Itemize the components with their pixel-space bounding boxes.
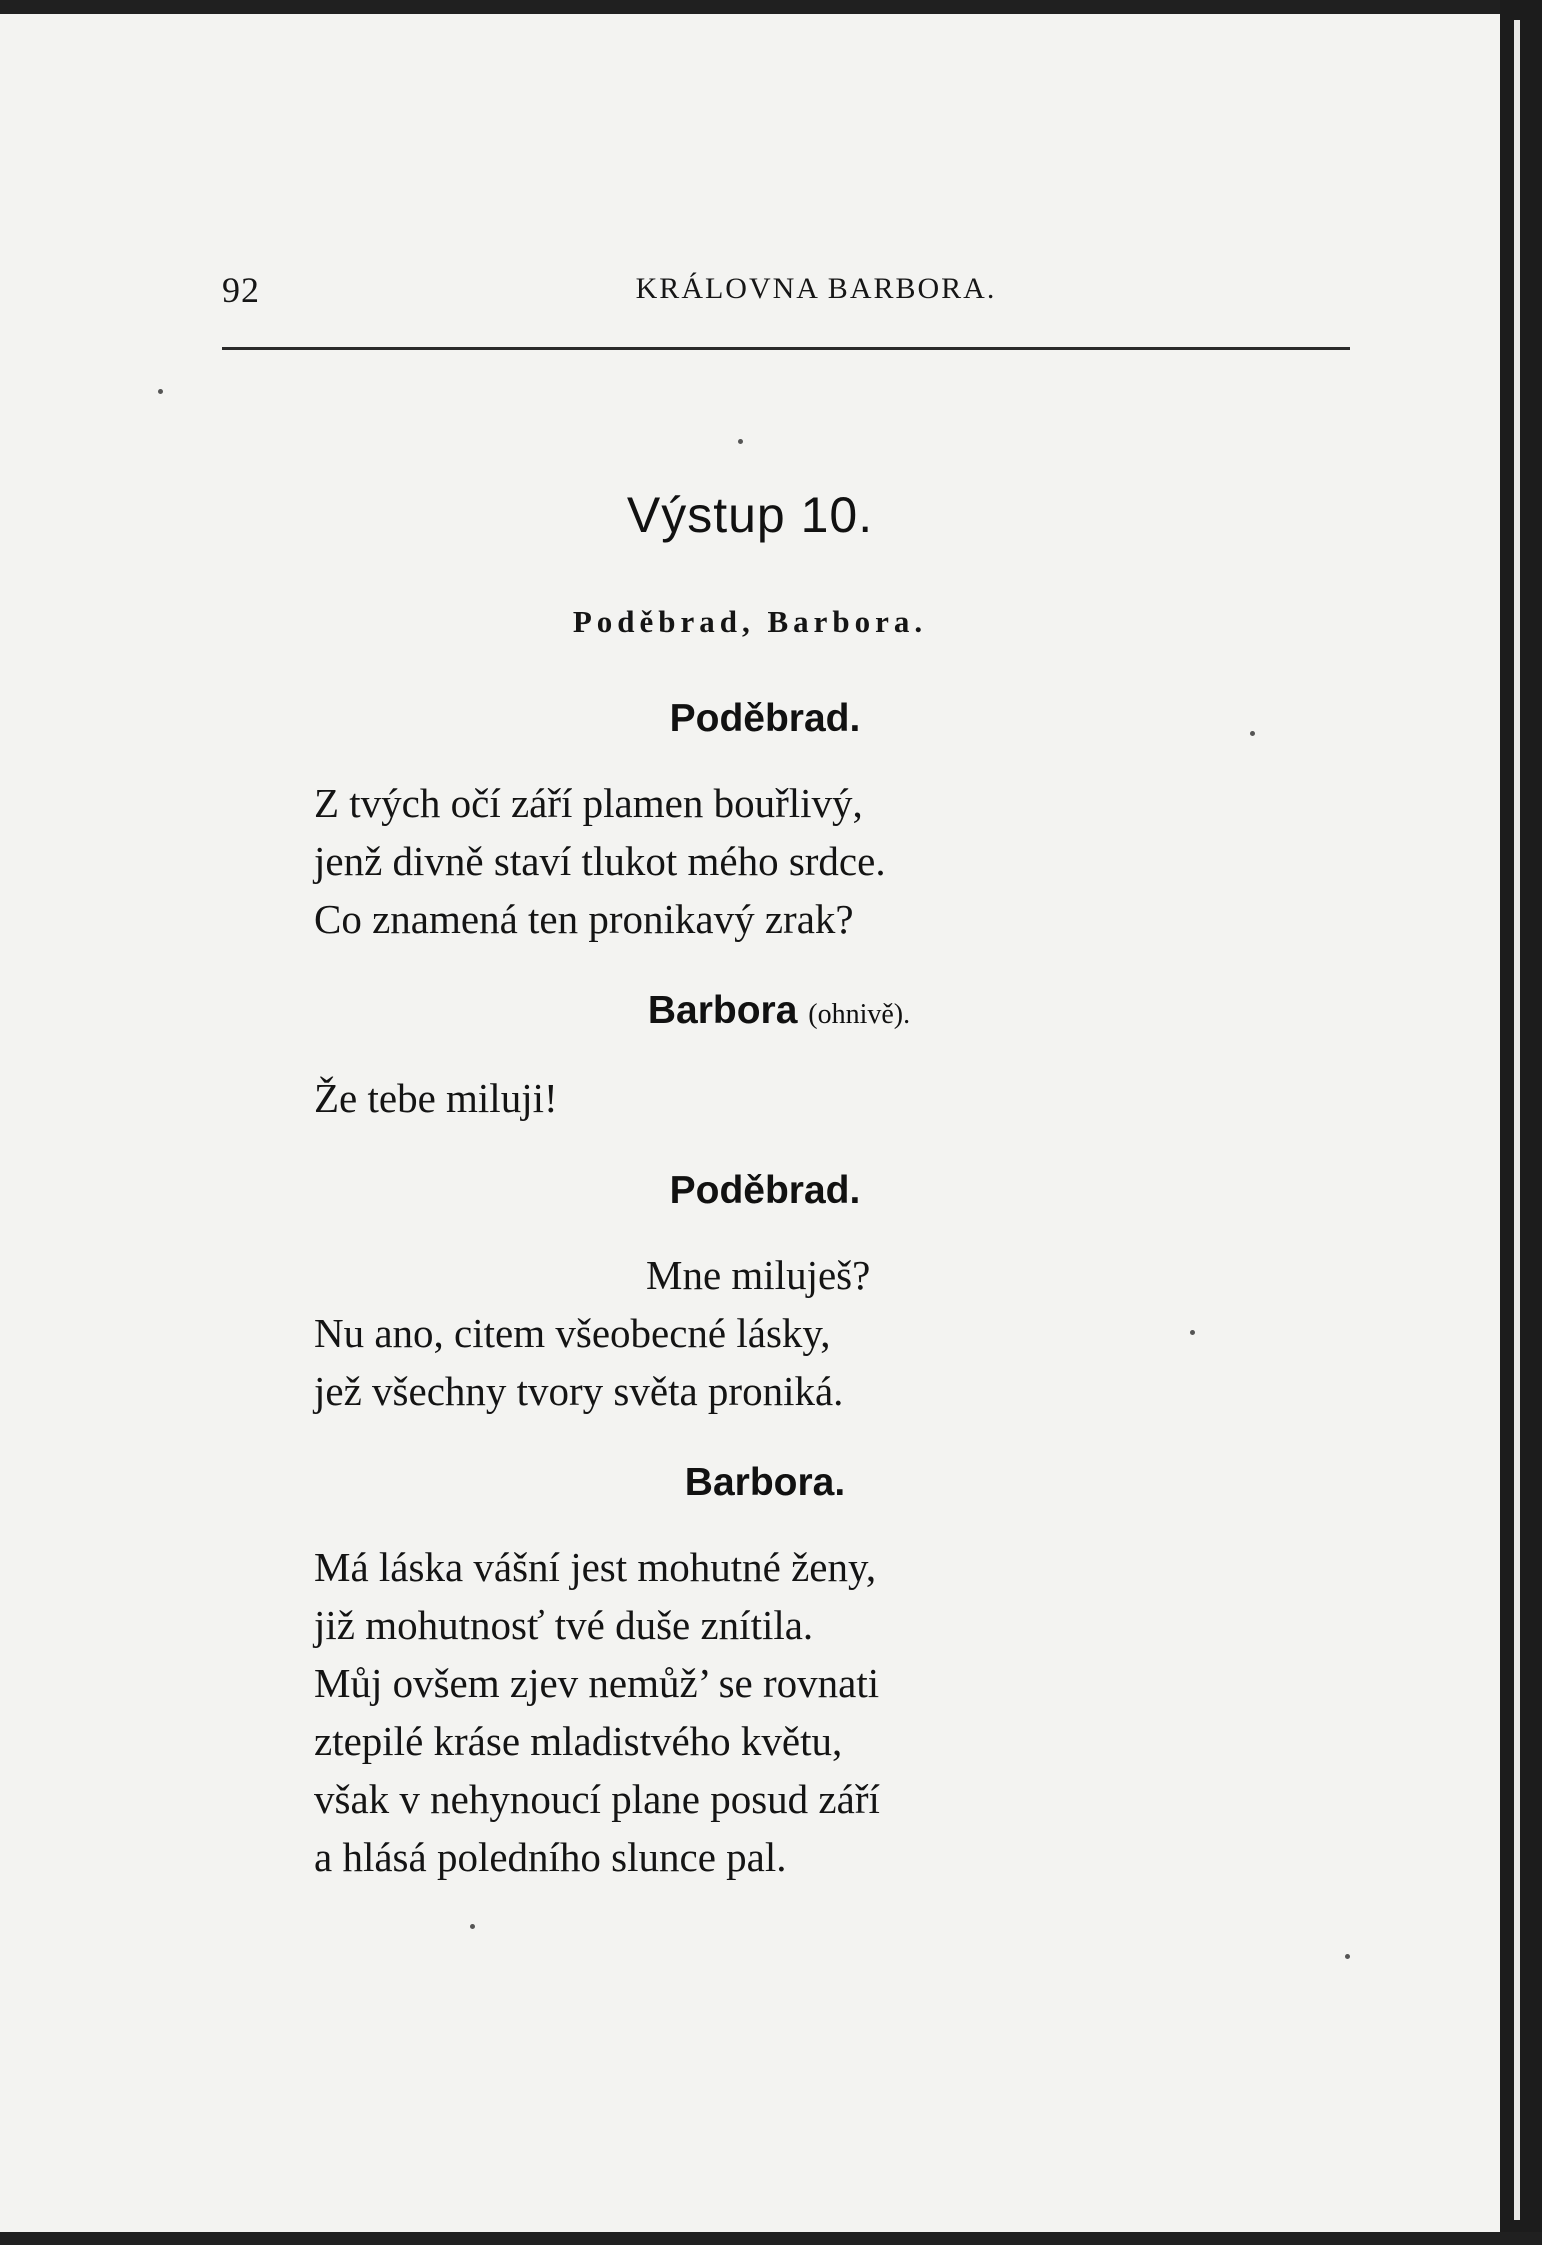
stage-direction: (ohnivě). — [808, 999, 911, 1030]
scan-speck — [1250, 731, 1255, 736]
speaker-name — [0, 989, 1542, 1033]
verse-line: Co znamená ten pronikavý zrak? — [314, 896, 854, 942]
speaker-label: Poděbrad. — [669, 1169, 861, 1212]
verse-line: však v nehynoucí plane posud září — [314, 1776, 880, 1822]
page-header — [222, 269, 1350, 319]
speaker-label: Barbora — [647, 989, 798, 1032]
scan-speck — [158, 389, 163, 394]
page-number: 92 — [222, 270, 260, 310]
scene-heading: Výstup 10. — [626, 487, 874, 543]
speaker-label: Poděbrad. — [669, 697, 861, 740]
speaker-name — [0, 1169, 1530, 1213]
verse-block — [314, 1246, 870, 1420]
verse-block — [314, 774, 886, 948]
verse-line: Mne miluješ? — [646, 1252, 871, 1298]
scene-characters: Poděbrad, Barbora. — [572, 604, 928, 639]
verse-line: Nu ano, citem všeobecné lásky, — [314, 1310, 831, 1356]
running-title: KRÁLOVNA BARBORA. — [635, 272, 997, 305]
verse-block — [314, 1538, 880, 1886]
scan-speck — [1190, 1330, 1195, 1335]
verse-line: Že tebe miluji! — [314, 1075, 558, 1121]
speaker-name — [0, 1461, 1530, 1505]
scan-speck — [738, 439, 743, 444]
verse-block — [314, 1069, 558, 1127]
verse-line: Z tvých očí září plamen bouřlivý, — [314, 780, 863, 826]
verse-line: jež všechny tvory světa proniká. — [314, 1368, 844, 1414]
speaker-label: Barbora. — [684, 1461, 846, 1504]
verse-line: Můj ovšem zjev nemůž’ se rovnati — [314, 1660, 880, 1706]
verse-line: a hlásá poledního slunce pal. — [314, 1834, 787, 1880]
verse-line: Má láska vášní jest mohutné ženy, — [314, 1544, 877, 1590]
scan-border-bottom — [0, 2232, 1542, 2245]
verse-line: jenž divně staví tlukot mého srdce. — [314, 838, 886, 884]
speaker-name — [0, 697, 1530, 741]
scan-speck — [1345, 1954, 1350, 1959]
scan-border-right — [1500, 0, 1542, 2245]
scan-speck — [470, 1924, 475, 1929]
verse-line: ztepilé kráse mladistvého květu, — [314, 1718, 843, 1764]
scan-border-strip — [1514, 20, 1520, 2220]
verse-line: již mohutnosť tvé duše znítila. — [314, 1602, 814, 1648]
header-rule — [222, 347, 1350, 350]
